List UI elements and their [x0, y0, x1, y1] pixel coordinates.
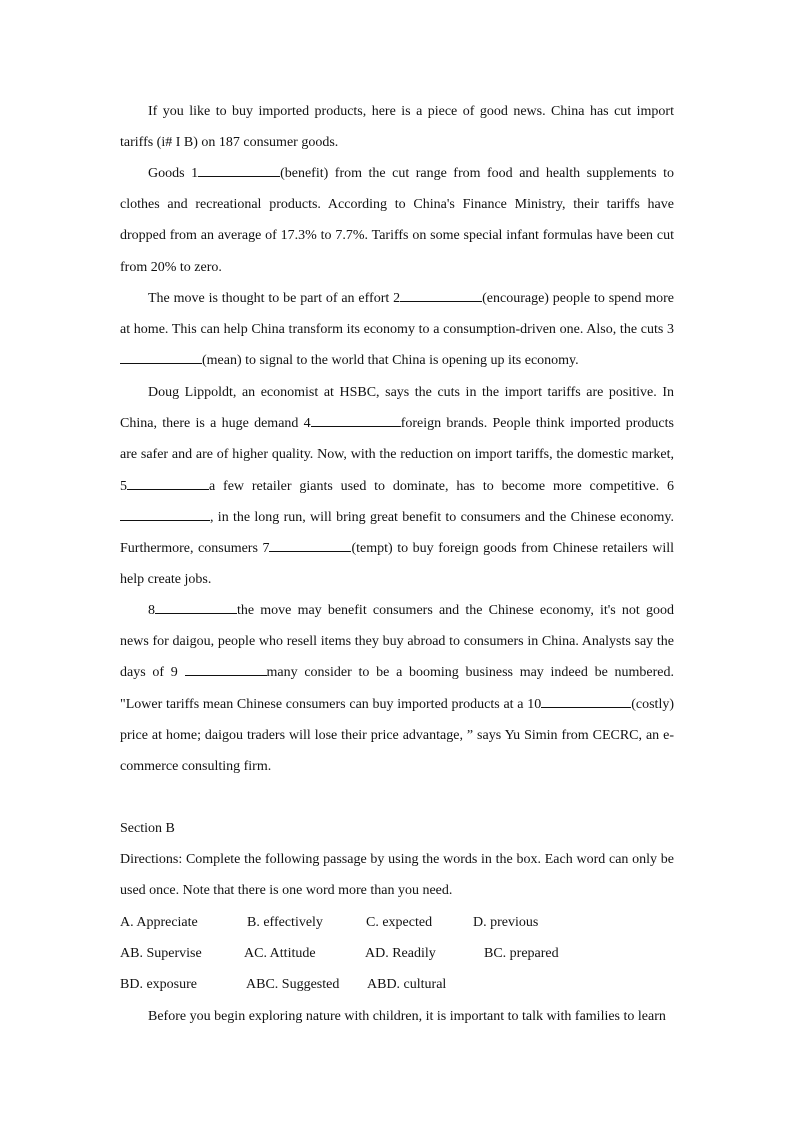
paragraph-text: (tempt) to buy foreign goods from Chinese retailers will help create jobs.	[120, 541, 674, 588]
paragraph-text: a few retailer giants used to dominate, has to become more competitive. 6	[209, 478, 674, 494]
option-item: BD. exposure	[120, 977, 197, 992]
paragraph-text: (encourage) people to spend more at home. This can help China transform its economy to a consumption-driven one. Also, the cuts 3	[120, 291, 674, 338]
paragraph-text: 8	[148, 603, 155, 618]
paragraph-text: foreign brands. People think imported products are safer and are of higher quality. Now, with the reduction on import tariffs, the domestic market, 5	[120, 416, 674, 494]
answer-blank-3[interactable]	[120, 350, 202, 364]
option-item: D. previous	[473, 915, 539, 930]
section-b-directions: Directions: Complete the following passage by using the words in the box. Each word can only be used once. Note that there is one word more than you need.	[120, 852, 674, 899]
paragraph-text: the move may benefit consumers and the Chinese economy, it's not good news for daigou, people who resell items they buy abroad to consumers in China. Analysts say the days of 9	[120, 603, 674, 681]
options-row-1	[120, 907, 674, 938]
paragraph-text: The move is thought to be part of an effort 2	[148, 291, 401, 306]
section-b-heading: Section B	[120, 821, 175, 836]
paragraph-text: Doug Lippoldt, an economist at HSBC, says the cuts in the import tariffs are positive. In China, there is a huge demand 4	[120, 385, 674, 432]
answer-blank-10[interactable]	[541, 694, 631, 708]
section-b-passage-start: Before you begin exploring nature with children, it is important to talk with families to learn	[148, 1009, 666, 1024]
answer-blank-1[interactable]	[198, 163, 280, 177]
passage-paragraph-1	[120, 96, 674, 158]
option-item: BC. prepared	[484, 946, 559, 961]
passage-paragraph-4	[120, 377, 674, 595]
answer-blank-5[interactable]	[127, 476, 209, 490]
options-row-2	[120, 938, 674, 969]
paragraph-text: , in the long run, will bring great benefit to consumers and the Chinese economy. Furthermore, consumers 7	[120, 509, 674, 557]
answer-blank-2[interactable]	[400, 288, 482, 302]
option-item: ABD. cultural	[367, 977, 447, 992]
option-item: AB. Supervise	[120, 946, 202, 961]
paragraph-text: many consider to be a booming business may indeed be numbered. "Lower tariffs mean Chinese consumers can buy imported products at a 10	[120, 665, 674, 712]
answer-blank-7[interactable]	[269, 538, 351, 552]
answer-blank-8[interactable]	[155, 600, 237, 614]
paragraph-text: (mean) to signal to the world that China is opening up its economy.	[202, 353, 579, 369]
option-item: C. expected	[366, 915, 433, 930]
option-item: ABC. Suggested	[246, 977, 340, 992]
option-item: AD. Readily	[365, 946, 436, 961]
answer-blank-9[interactable]	[185, 662, 267, 676]
paragraph-text: (benefit) from the cut range from food and health supplements to clothes and recreational products. According to China's Finance Ministry, their tariffs have dropped from an average of 17.3% to 7.7%. Tariffs on some special infant formulas have been cut from 20% to zero.	[120, 166, 675, 275]
answer-blank-4[interactable]	[311, 413, 401, 427]
option-item: B. effectively	[247, 915, 323, 930]
paragraph-text: If you like to buy imported products, here is a piece of good news. China has cut import tariffs (i# I B) on 187 consumer goods.	[120, 104, 674, 151]
paragraph-text: (costly) price at home; daigou traders will lose their price advantage, ” says Yu Simin from CECRC, an e-commerce consulting firm.	[120, 696, 674, 775]
passage-paragraph-3	[120, 283, 674, 377]
option-item: AC. Attitude	[244, 946, 316, 961]
paragraph-text: Goods 1	[148, 166, 199, 181]
options-row-3	[120, 969, 674, 1000]
passage-paragraph-5	[120, 595, 674, 782]
option-item: A. Appreciate	[120, 915, 198, 930]
answer-blank-6[interactable]	[120, 507, 210, 521]
passage-paragraph-2	[120, 158, 674, 283]
